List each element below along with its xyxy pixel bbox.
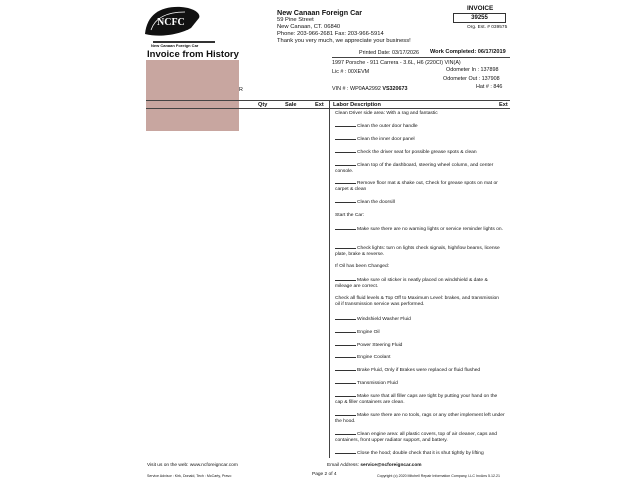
- labor-item: [335, 213, 505, 219]
- labor-item-text: Check all fluid levels & Top Off to Maximum Level: brakes, and transmission oil if transmission service was performed.: [335, 296, 499, 308]
- checkoff-blank: [335, 329, 356, 333]
- shop-logo: [141, 4, 203, 40]
- labor-item-text: Make sure oil sticker is neatly placed on windshield & date & mileage are correct.: [335, 278, 488, 290]
- checkoff-blank: [335, 199, 356, 203]
- labor-item: [335, 367, 505, 374]
- org-est: Org. Est. # 039575: [467, 25, 508, 30]
- footer-email: [327, 463, 422, 468]
- labor-item: [335, 296, 505, 309]
- checkoff-blank: [335, 450, 356, 454]
- checkoff-blank: [335, 316, 356, 320]
- labor-item-text: Make sure there are no tools, rags or any other implement left under the hood.: [335, 413, 505, 425]
- col-ext: Ext: [315, 102, 324, 108]
- labor-item-text: Make sure that all filler caps are tight by putting your hand on the cap & filler containers are clean.: [335, 394, 498, 406]
- footer-website: Visit us on the web: www.ncforeigncar.com: [147, 463, 238, 468]
- labor-item: [335, 226, 505, 233]
- labor-item: [335, 264, 505, 270]
- header-rule-top: [146, 100, 510, 101]
- header-rule-bottom: [146, 108, 510, 109]
- labor-item: [335, 450, 505, 457]
- labor-item: [335, 123, 505, 130]
- labor-item-text: Close the hood; double check that it is shut tightly by lifting: [357, 451, 484, 456]
- checkoff-blank: [335, 226, 356, 230]
- logo-text: NCFC: [157, 17, 185, 28]
- labor-item-text: If Oil has been Changed:: [335, 264, 390, 269]
- labor-item: [335, 136, 505, 143]
- labor-item-text: Check lights: turn on lights check signals, high/low beams, license plate, brake & reverse.: [335, 246, 500, 258]
- labor-item-text: Engine Coolant: [357, 355, 391, 360]
- labor-item: [335, 149, 505, 156]
- email-address: service@ncforeigncar.com: [360, 463, 422, 468]
- labor-item: [335, 412, 505, 426]
- checkoff-blank: [335, 380, 356, 384]
- invoice-label: INVOICE: [467, 5, 494, 12]
- labor-item-text: Make sure there are no warning lights or service reminder lights on.: [357, 227, 503, 232]
- odometer-in: Odometer In : 137898: [446, 67, 499, 73]
- labor-item-text: Windshield Washer Fluid: [357, 317, 411, 322]
- shop-phone-fax: Phone: 203-966-2681 Fax: 203-966-5914: [277, 31, 384, 37]
- labor-item: [335, 245, 505, 259]
- col-labor-ext: Ext: [499, 102, 508, 108]
- checkoff-blank: [335, 431, 356, 435]
- labor-item-text: Engine Oil: [357, 330, 380, 335]
- vin-number: [332, 86, 408, 92]
- labor-column-divider: [329, 100, 330, 458]
- labor-item: [335, 354, 505, 361]
- labor-item: [335, 180, 505, 194]
- r-fragment: R: [239, 87, 243, 93]
- labor-item-text: Remove floor mat & shake out, Check for grease spots on mat or carpet & clean: [335, 181, 498, 193]
- footer-advisor: Service Advisor : Kirk, Donald, Tech : McCarty, Pravo: [147, 474, 232, 478]
- labor-item: [335, 380, 505, 387]
- col-qty: Qty: [258, 102, 268, 108]
- checkoff-blank: [335, 277, 356, 281]
- labor-item: [335, 393, 505, 407]
- labor-item: [335, 316, 505, 323]
- labor-item-text: Start the Car:: [335, 213, 365, 218]
- shop-thanks: Thank you very much, we appreciate your business!: [277, 38, 411, 44]
- page-number: Page 2 of 4: [312, 472, 337, 477]
- labor-item-text: Clean the outer door handle: [357, 124, 418, 129]
- email-label: Email Address:: [327, 463, 359, 468]
- footer-copyright: Copyright (c) 2020 Mitchell Repair Information Company, LLC InvAns 5.12.21: [377, 474, 500, 478]
- checkoff-blank: [335, 123, 356, 127]
- checkoff-blank: [335, 412, 356, 416]
- checkoff-blank: [335, 367, 356, 371]
- labor-item: [335, 277, 505, 291]
- labor-item-text: Clean engine area: all plastic covers, top of air cleaner, caps and containers, front upper radiator support, and battery.: [335, 432, 498, 444]
- labor-item-text: Transmission Fluid: [357, 381, 398, 386]
- logo-tagline: New Canaan Foreign Car: [151, 43, 199, 48]
- checkoff-blank: [335, 245, 356, 249]
- labor-item-text: Clean top of the dashboard, steering wheel column, and center console.: [335, 163, 494, 175]
- checkoff-blank: [335, 162, 356, 166]
- work-completed: Work Completed: 06/17/2019: [430, 49, 506, 55]
- checkoff-blank: [335, 149, 356, 153]
- hat-number: Hat # : 846: [476, 84, 503, 90]
- labor-item: [335, 111, 505, 117]
- checkoff-blank: [335, 354, 356, 358]
- labor-item-text: Clean Driver side area: With a rag and fantastic: [335, 111, 438, 116]
- vin-prefix: VIN # : WP0AA2992: [332, 86, 381, 92]
- printed-date: Printed Date: 03/17/2026: [359, 50, 419, 56]
- checkoff-blank: [335, 180, 356, 184]
- checkoff-blank: [335, 136, 356, 140]
- vin-suffix: VS320673: [382, 86, 408, 92]
- labor-item-text: Brake Fluid, Only if Brakes were replaced or fluid flushed: [357, 368, 481, 373]
- checkoff-blank: [335, 393, 356, 397]
- labor-item-text: Clean the doorsill: [357, 200, 395, 205]
- labor-item-text: Clean the inner door panel: [357, 137, 415, 142]
- shop-name: New Canaan Foreign Car: [277, 8, 363, 17]
- invoice-number: 39255: [453, 13, 506, 23]
- page-title: Invoice from History: [147, 49, 239, 60]
- labor-item-text: Check the driver seat for possible grease spots & clean: [357, 150, 477, 155]
- labor-item: [335, 199, 505, 206]
- vehicle-description: 1997 Porsche - 911 Carrera - 3.6L, H6 (220CI) VIN(A): [332, 60, 461, 66]
- odometer-out: Odometer Out : 137908: [443, 76, 500, 82]
- col-sale: Sale: [285, 102, 297, 108]
- labor-item: [335, 431, 505, 445]
- redacted-customer-block: [146, 60, 239, 131]
- checkoff-blank: [335, 342, 356, 346]
- col-labor-description: Labor Description: [333, 102, 381, 108]
- labor-item-text: Power Steering Fluid: [357, 343, 403, 348]
- labor-item: [335, 162, 505, 176]
- invoice-page: [127, 0, 514, 480]
- shop-street: 59 Pine Street: [277, 17, 314, 23]
- labor-item: [335, 329, 505, 336]
- labor-item: [335, 342, 505, 349]
- license-number: Lic # : 00XEVM: [332, 69, 370, 75]
- shop-city: New Canaan, CT. 06840: [277, 24, 341, 30]
- divider: [332, 57, 510, 58]
